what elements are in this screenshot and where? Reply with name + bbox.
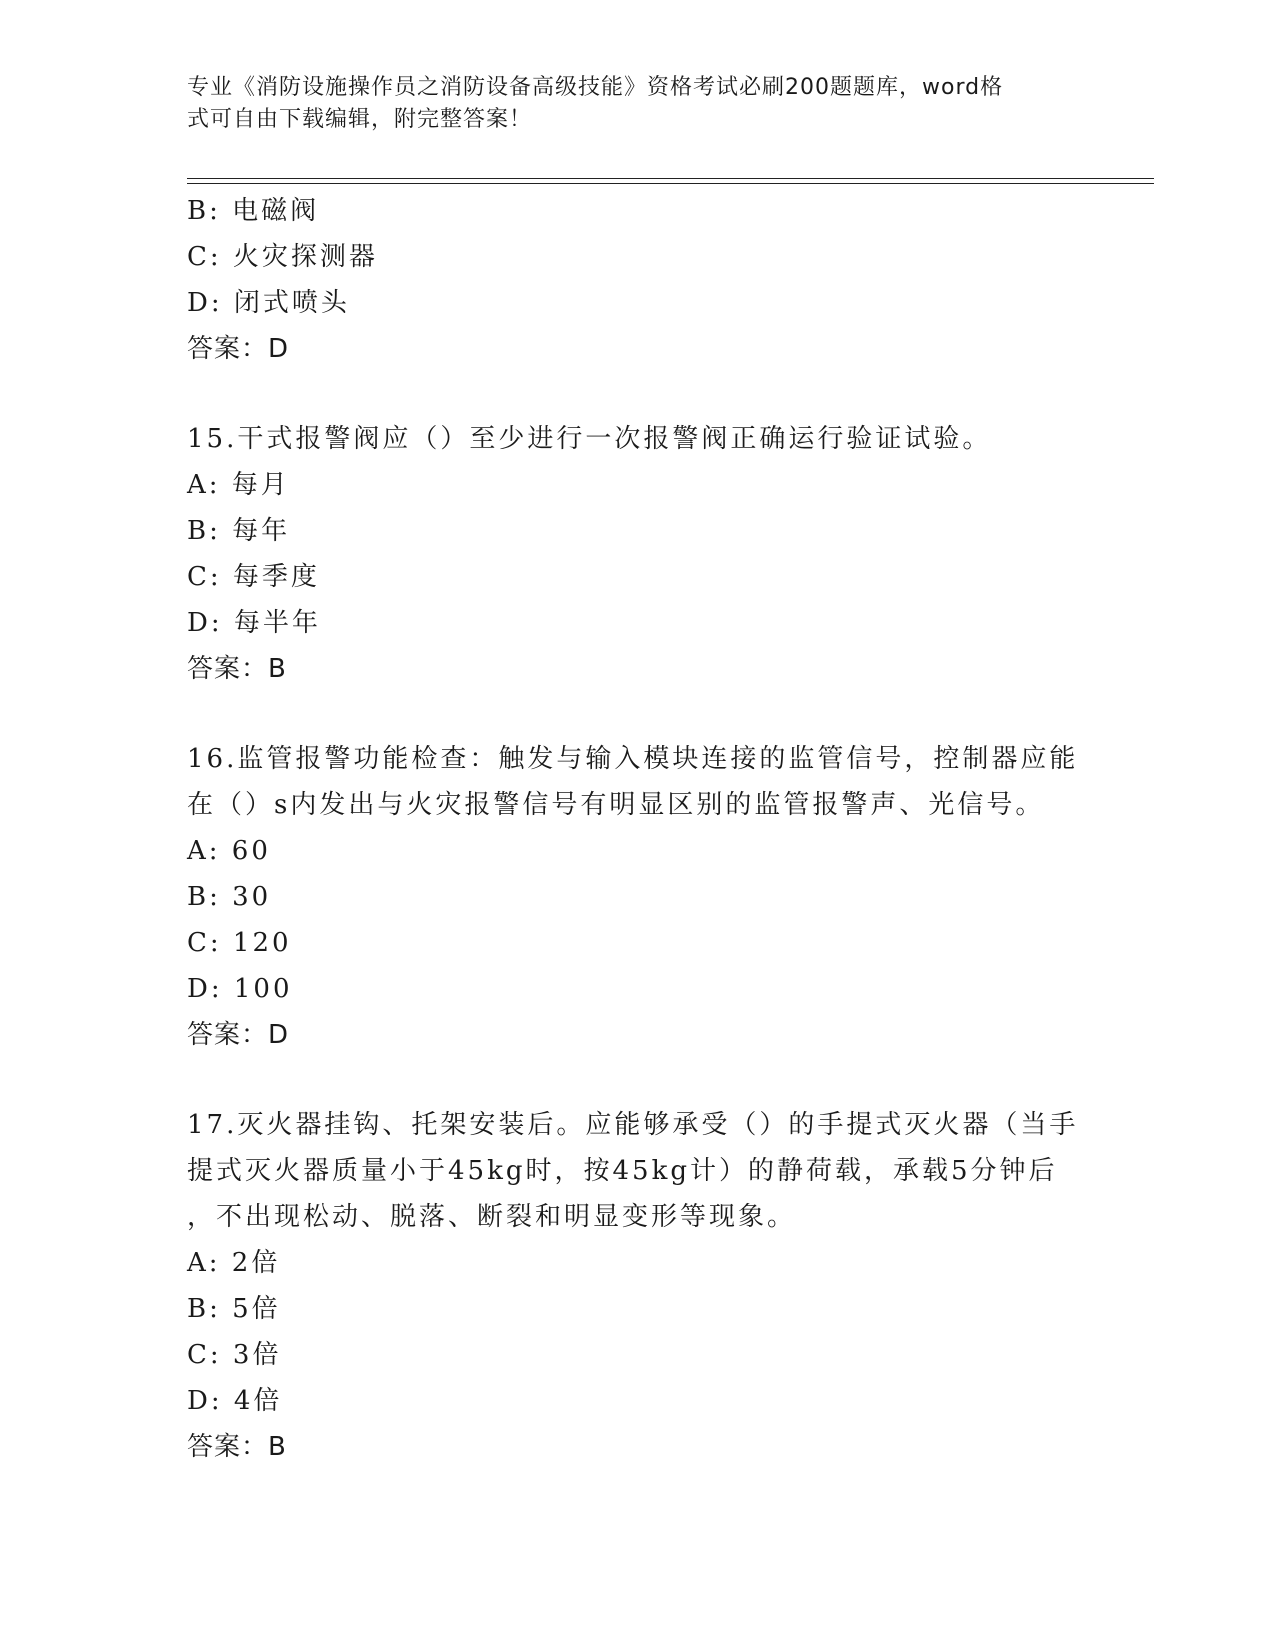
option-b: B: 电磁阀 [187,196,320,226]
option-b: B: 每年 [187,516,291,546]
option-b: B: 30 [187,882,272,912]
page-header [187,72,1087,136]
prev-question-block [187,188,1087,372]
question-stem: 15.干式报警阀应（）至少进行一次报警阀正确运行验证试验。 [187,424,992,454]
option-d: D: 4倍 [187,1386,283,1416]
option-d: D: 100 [187,974,293,1004]
option-b: B: 5倍 [187,1294,281,1324]
question-16 [187,736,1087,1058]
option-a: A: 每月 [187,470,290,500]
question-stem-line-3: ，不出现松动、脱落、断裂和明显变形等现象。 [187,1202,797,1232]
header-divider-bottom [187,183,1154,184]
answer-line: 答案：B [187,1432,287,1462]
answer-line: 答案：B [187,654,287,684]
option-c: C: 火灾探测器 [187,242,378,272]
question-stem-line-2: 在（）s内发出与火灾报警信号有明显区别的监管报警声、光信号。 [187,790,1045,820]
option-a: A: 60 [187,836,271,866]
option-c: C: 3倍 [187,1340,282,1370]
question-stem-line-1: 16.监管报警功能检查：触发与输入模块连接的监管信号，控制器应能 [187,744,1079,774]
header-line-2: 式可自由下载编辑，附完整答案！ [187,107,533,132]
question-stem-line-1: 17.灭火器挂钩、托架安装后。应能够承受（）的手提式灭火器（当手 [187,1110,1079,1140]
option-a: A: 2倍 [187,1248,281,1278]
header-line-1: 专业《消防设施操作员之消防设备高级技能》资格考试必刷200题题库，word格 [187,75,1004,100]
question-stem-line-2: 提式灭火器质量小于45kg时，按45kg计）的静荷载，承载5分钟后 [187,1156,1058,1186]
question-15 [187,416,1087,692]
question-list [187,188,1087,1470]
header-divider-top [187,178,1154,179]
option-c: C: 每季度 [187,562,320,592]
option-d: D: 闭式喷头 [187,288,350,318]
answer-line: 答案：D [187,334,290,364]
option-d: D: 每半年 [187,608,321,638]
answer-line: 答案：D [187,1020,290,1050]
question-17 [187,1102,1087,1470]
option-c: C: 120 [187,928,292,958]
